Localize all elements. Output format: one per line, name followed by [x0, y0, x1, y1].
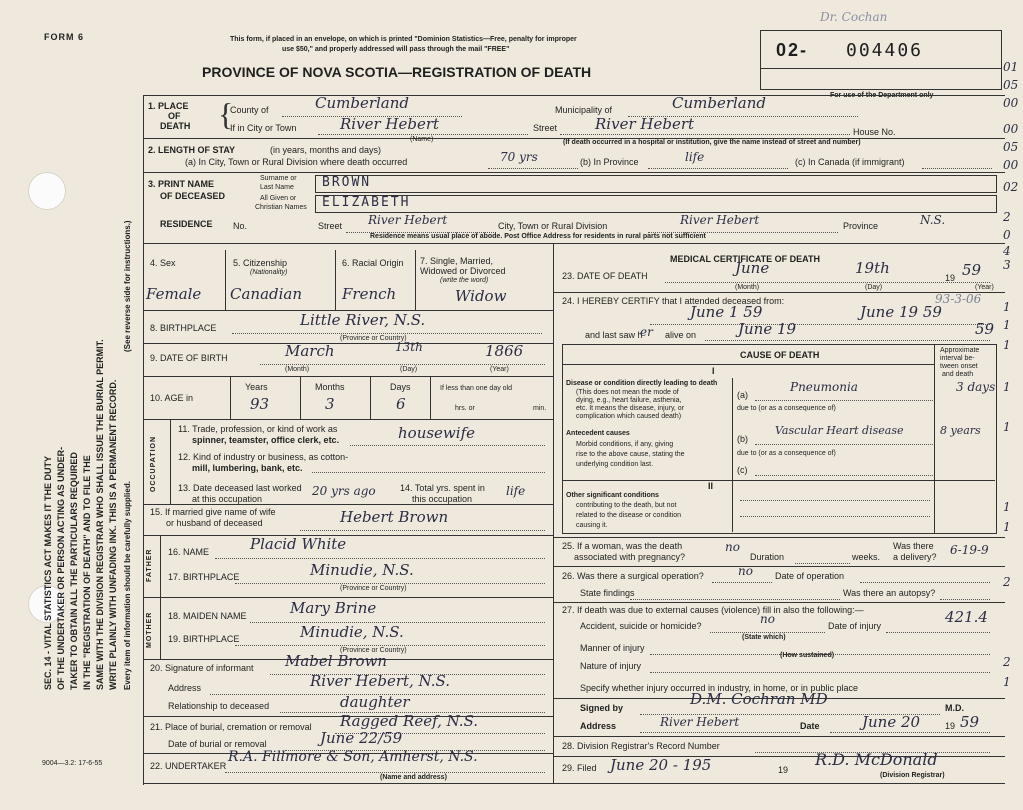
date-of-death-label: 23. DATE OF DEATH [562, 271, 648, 281]
external-causes-label: 27. If death was due to external causes (violence) fill in also the following:— [562, 605, 864, 615]
birth-month: March [285, 342, 335, 360]
length-of-stay-units: (in years, months and days) [270, 145, 382, 155]
certify-side-code: 93-3-06 [935, 292, 982, 306]
margin-instruction: OF THE UNDERTAKER OR PERSON ACTING AS UNDER- [56, 446, 66, 690]
death-day-sub: (Day) [865, 284, 883, 291]
residence-city-label: City, Town or Rural Division [498, 221, 608, 231]
spouse-label: 15. If married give name of wife [150, 507, 276, 517]
age-hrs: hrs. or [455, 405, 475, 412]
death-month-sub: (Month) [735, 284, 760, 291]
antecedent-note: underlying condition last. [576, 461, 654, 468]
undertaker-value: R.A. Fillmore & Son, Amherst, N.S. [228, 749, 478, 765]
given-names-label: Christian Names [255, 204, 307, 211]
due-to-label: due to (or as a consequence of) [737, 450, 836, 457]
surgery-value: no [738, 564, 753, 578]
manner-label: Manner of injury [580, 643, 645, 653]
cause-b-interval: 8 years [940, 424, 981, 437]
trade-value: housewife [398, 424, 475, 442]
mother-birthplace-sub: (Province or Country) [340, 647, 407, 654]
right-margin-code: 1 [1003, 675, 1011, 689]
right-margin-code: 2 [1003, 575, 1011, 589]
date-of-birth-label: 9. DATE OF BIRTH [150, 353, 228, 363]
father-birthplace-value: Minudie, N.S. [310, 561, 414, 579]
right-margin-code: 1 [1003, 300, 1011, 314]
right-margin-code: 00 [1003, 158, 1019, 172]
other-conditions-note: related to the disease or condition [576, 512, 682, 519]
total-years-label: this occupation [412, 494, 473, 504]
city-value: River Hebert [340, 115, 440, 133]
margin-instruction: (See reverse side for instructions.) [123, 220, 132, 352]
last-saw-value: er [640, 325, 653, 339]
sex-value: Female [146, 285, 202, 303]
disease-note: complication which caused death) [576, 413, 682, 420]
interval-label: tween onset [940, 363, 978, 370]
age-years-value: 93 [250, 395, 270, 413]
signer-address-label: Address [580, 721, 617, 731]
margin-instruction: Every item of information should be carefully supplied. [123, 481, 132, 690]
death-year: 59 [962, 261, 982, 279]
surname-value: BROWN [322, 175, 372, 190]
interval-label: Approximate [940, 347, 980, 354]
pregnancy-label: 25. If a woman, was the death [562, 541, 683, 551]
interval-label: and death [942, 371, 974, 378]
cause-b-label: (b) [737, 434, 748, 444]
age-less-than-day: If less than one day old [440, 385, 512, 392]
right-margin-code: 1 [1003, 338, 1011, 352]
accident-value: no [760, 612, 775, 626]
print-name-label: 3. PRINT NAME [148, 179, 215, 189]
disease-label: Disease or condition directly leading to death [566, 380, 718, 387]
given-names-value: ELIZABETH [322, 195, 411, 210]
age-min: min. [533, 405, 547, 412]
cause-a-value: Pneumonia [790, 380, 858, 394]
other-conditions-label: Other significant conditions [566, 492, 659, 499]
length-of-stay-label: 2. LENGTH OF STAY [148, 145, 236, 155]
death-year-prefix: 19 [945, 273, 956, 283]
right-margin-code: 2 [1003, 655, 1011, 669]
municipality-label: Municipality of [555, 105, 613, 115]
certify-label: 24. I HEREBY CERTIFY that I attended deceased from: [562, 296, 785, 306]
department-use-note: For use of the Department only [830, 92, 934, 99]
street-value: River Hebert [595, 115, 695, 133]
mother-side-label: MOTHER [146, 611, 153, 648]
citizenship-sublabel: (Nationality) [250, 269, 288, 276]
stay-city-label: (a) In City, Town or Rural Division where death occurred [185, 157, 408, 167]
disease-note: etc. It means the disease, injury, or [576, 405, 685, 412]
age-years-label: Years [245, 382, 268, 392]
trade-label: 11. Trade, profession, or kind of work as [178, 424, 338, 434]
mother-birthplace-value: Minudie, N.S. [300, 623, 404, 641]
stay-province-value: life [685, 150, 705, 164]
house-number-label: House No. [853, 127, 896, 137]
autopsy-label: Was there an autopsy? [843, 588, 936, 598]
registration-prefix: 02- [776, 40, 809, 60]
envelope-note: This form, if placed in an envelope, on which is printed "Dominion Statistics—Free, penalty for improper [230, 36, 577, 43]
residence-note: Residence means usual place of abode. Post Office Address for residents in rural parts not sufficient [370, 233, 706, 240]
right-margin-code: 2 [1003, 210, 1011, 224]
division-registrar-sub: (Division Registrar) [880, 772, 945, 779]
how-sub: (How sustained) [780, 652, 835, 659]
father-birthplace-sub: (Province or Country) [340, 585, 407, 592]
last-worked-label: at this occupation [192, 494, 263, 504]
cause-of-death-title: CAUSE OF DEATH [740, 350, 820, 360]
informant-address-label: Address [168, 683, 202, 693]
total-years-value: life [506, 484, 526, 498]
operation-date-label: Date of operation [775, 571, 845, 581]
form-number: FORM 6 [44, 32, 85, 42]
county-value: Cumberland [315, 94, 410, 112]
print-name-label: OF DECEASED [160, 191, 226, 201]
envelope-note: use $50," and properly addressed will pass through the mail "FREE" [282, 46, 510, 53]
antecedent-note: rise to the above cause, stating the [576, 451, 685, 458]
burial-place-value: Ragged Reef, N.S. [340, 712, 479, 730]
medical-certificate-title: MEDICAL CERTIFICATE OF DEATH [670, 254, 820, 264]
pregnancy-side-code: 6-19-9 [950, 543, 989, 557]
form-code: 9004—3.2: 17-6-55 [42, 760, 103, 767]
last-worked-label: 13. Date deceased last worked [178, 483, 302, 493]
age-days-label: Days [390, 382, 411, 392]
birth-month-sub: (Month) [285, 366, 310, 373]
birth-day: 13th [395, 340, 423, 354]
injury-date-label: Date of injury [828, 621, 882, 631]
right-margin-code: 3 [1003, 258, 1011, 272]
right-margin-code: 01 [1003, 60, 1019, 74]
age-months-label: Months [315, 382, 345, 392]
alive-on-label: alive on [665, 330, 697, 340]
given-names-label: All Given or [260, 195, 297, 202]
industry-label: mill, lumbering, bank, etc. [192, 463, 303, 473]
margin-instruction: WRITE PLAINLY WITH UNFADING INK. THIS IS A PERMANENT RECORD. [108, 379, 118, 690]
residence-no-label: No. [233, 221, 248, 231]
filed-label: 29. Filed [562, 763, 597, 773]
residence-label: RESIDENCE [160, 219, 213, 229]
registrar-record-label: 28. Division Registrar's Record Number [562, 741, 720, 751]
city-label: If in City or Town [230, 123, 297, 133]
burial-date-label: Date of burial or removal [168, 739, 267, 749]
surname-label: Last Name [260, 184, 294, 191]
surname-label: Surname or [260, 175, 297, 182]
external-side-code: 421.4 [945, 608, 988, 626]
age-label: 10. AGE in [150, 393, 194, 403]
right-margin-code: 1 [1003, 500, 1011, 514]
occupation-side-label: OCCUPATION [150, 435, 157, 492]
signed-by-value: D.M. Cochran MD [690, 690, 828, 708]
stay-province-label: (b) In Province [580, 157, 639, 167]
signed-year-prefix: 19 [945, 721, 956, 731]
birth-year-sub: (Year) [490, 366, 509, 373]
antecedent-note: Morbid conditions, if any, giving [576, 441, 674, 448]
informant-label: 20. Signature of informant [150, 663, 254, 673]
nature-label: Nature of injury [580, 661, 642, 671]
industry-label: 12. Kind of industry or business, as cotton- [178, 452, 349, 462]
informant-address-value: River Hebert, N.S. [310, 672, 450, 690]
alive-date: June 19 [738, 320, 797, 338]
age-months-value: 3 [325, 395, 335, 413]
death-day: 19th [855, 259, 890, 277]
cause-c-label: (c) [737, 465, 748, 475]
father-birthplace-label: 17. BIRTHPLACE [168, 572, 240, 582]
delivery-label: Was there [893, 541, 934, 551]
margin-instruction: SAME WITH THE DIVISION REGISTRAR WHO SHALL ISSUE THE BURIAL PERMIT. [95, 339, 105, 690]
right-margin-code: 1 [1003, 420, 1011, 434]
attended-from: June 1 59 [690, 303, 763, 321]
total-years-label: 14. Total yrs. spent in [400, 483, 485, 493]
undertaker-label: 22. UNDERTAKER [150, 761, 227, 771]
relationship-label: Relationship to deceased [168, 701, 270, 711]
residence-province-label: Province [843, 221, 879, 231]
undertaker-sub: (Name and address) [380, 774, 447, 781]
right-margin-code: 1 [1003, 520, 1011, 534]
marital-status-value: Widow [455, 287, 507, 305]
given-names-field [315, 195, 997, 213]
right-margin-code: 02 [1003, 180, 1019, 194]
md-label: M.D. [945, 703, 964, 713]
signer-address-value: River Hebert [660, 715, 740, 729]
citizenship-label: 5. Citizenship [233, 258, 288, 268]
marital-status-label: Widowed or Divorced [420, 266, 506, 276]
accident-label: Accident, suicide or homicide? [580, 621, 702, 631]
last-worked-value: 20 yrs ago [312, 484, 376, 498]
birthplace-sublabel: (Province or Country) [340, 335, 407, 342]
racial-origin-value: French [342, 285, 397, 303]
marital-status-label: (write the word) [440, 277, 489, 284]
hospital-note: (If death occurred in a hospital or institution, give the name instead of street and number) [563, 139, 861, 146]
stay-canada-label: (c) In Canada (if immigrant) [795, 157, 905, 167]
cause-a-interval: 3 days [956, 380, 996, 394]
racial-origin-label: 6. Racial Origin [342, 258, 404, 268]
spouse-label: or husband of deceased [166, 518, 263, 528]
which-sub: (State which) [742, 634, 786, 641]
duration-label: Duration [750, 552, 785, 562]
right-margin-code: 0 [1003, 228, 1011, 242]
part-ii-label: II [708, 481, 714, 491]
right-margin-code: 00 [1003, 96, 1019, 110]
informant-value: Mabel Brown [285, 652, 388, 670]
relationship-value: daughter [340, 693, 410, 711]
cause-b-value: Vascular Heart disease [775, 424, 904, 437]
right-margin-code: 05 [1003, 78, 1019, 92]
surname-field [315, 175, 997, 193]
pregnancy-label: associated with pregnancy? [574, 552, 686, 562]
death-month: June [735, 259, 770, 277]
father-side-label: FATHER [146, 548, 153, 582]
residence-province-value: N.S. [920, 213, 946, 227]
signed-date-label: Date [800, 721, 820, 731]
attended-to: June 19 59 [860, 303, 942, 321]
mother-birthplace-label: 19. BIRTHPLACE [168, 634, 240, 644]
specify-label: Specify whether injury occurred in industry, in home, or in public place [580, 683, 858, 693]
pregnancy-value: no [725, 540, 740, 554]
father-name-label: 16. NAME [168, 547, 210, 557]
surgery-label: 26. Was there a surgical operation? [562, 571, 704, 581]
birthplace-label: 8. BIRTHPLACE [150, 323, 217, 333]
signed-by-label: Signed by [580, 703, 624, 713]
name-sublabel: (Name) [410, 136, 434, 143]
place-of-death-label: DEATH [160, 121, 191, 131]
right-margin-code: 00 [1003, 122, 1019, 136]
other-conditions-note: causing it. [576, 522, 608, 529]
residence-city-value: River Hebert [680, 213, 760, 227]
right-margin-code: 1 [1003, 318, 1011, 332]
antecedent-label: Antecedent causes [566, 430, 630, 437]
birth-year: 1866 [485, 342, 524, 360]
burial-date-value: June 22/59 [320, 729, 403, 747]
brace: { [218, 96, 234, 132]
birthplace-value: Little River, N.S. [300, 311, 426, 329]
interval-label: interval be- [940, 355, 975, 362]
county-label: County of [230, 105, 269, 115]
margin-instruction: TAKER TO OBTAIN ALL THE PARTICULARS REQUIRED [69, 452, 79, 690]
findings-label: State findings [580, 588, 635, 598]
sex-label: 4. Sex [150, 258, 176, 268]
last-saw-label: and last saw h [585, 330, 643, 340]
delivery-label: a delivery? [893, 552, 937, 562]
due-to-label: due to (or as a consequence of) [737, 405, 836, 412]
death-year-sub: (Year) [975, 284, 994, 291]
citizenship-value: Canadian [230, 285, 303, 303]
age-days-value: 6 [396, 395, 406, 413]
mother-name-value: Mary Brine [290, 599, 377, 617]
right-margin-code: 4 [1003, 244, 1011, 258]
father-name-value: Placid White [250, 535, 347, 553]
street-label: Street [533, 123, 558, 133]
trade-label: spinner, teamster, office clerk, etc. [192, 435, 340, 445]
filed-value: June 20 - 195 [610, 756, 712, 774]
filed-year-prefix: 19 [778, 765, 789, 775]
right-margin-code: 05 [1003, 140, 1019, 154]
signed-year-value: 59 [960, 713, 980, 731]
place-of-death-label: 1. PLACE [148, 101, 189, 111]
cause-a-label: (a) [737, 390, 748, 400]
weeks-label: weeks. [852, 552, 881, 562]
residence-street-label: Street [318, 221, 343, 231]
burial-place-label: 21. Place of burial, cremation or removal [150, 722, 312, 732]
mother-name-label: 18. MAIDEN NAME [168, 611, 247, 621]
part-i-label: I [712, 366, 715, 376]
birth-day-sub: (Day) [400, 366, 418, 373]
municipality-value: Cumberland [672, 94, 767, 112]
residence-street-value: River Hebert [368, 213, 448, 227]
spouse-value: Hebert Brown [340, 508, 449, 526]
stay-city-value: 70 yrs [500, 150, 538, 164]
other-conditions-note: contributing to the death, but not [576, 502, 677, 509]
top-note: Dr. Cochan [820, 10, 888, 24]
division-registrar-signature: R.D. McDonald [815, 750, 938, 769]
place-of-death-label: OF [168, 111, 181, 121]
punch-hole [28, 172, 66, 210]
disease-note: (This does not mean the mode of [576, 389, 679, 396]
margin-instruction: IN THE "REGISTRATION OF DEATH" AND TO FILE THE [82, 455, 92, 690]
registration-number: 004406 [846, 40, 924, 61]
right-margin-code: 1 [1003, 380, 1011, 394]
form-title: PROVINCE OF NOVA SCOTIA—REGISTRATION OF DEATH [202, 64, 592, 80]
alive-year: 59 [975, 320, 995, 338]
marital-status-label: 7. Single, Married, [420, 256, 494, 266]
margin-instruction: SEC. 14 - VITAL STATISTICS ACT MAKES IT THE DUTY [43, 455, 53, 690]
signed-date-value: June 20 [862, 713, 921, 731]
disease-note: dying, e.g., heart failure, asthenia, [576, 397, 682, 404]
